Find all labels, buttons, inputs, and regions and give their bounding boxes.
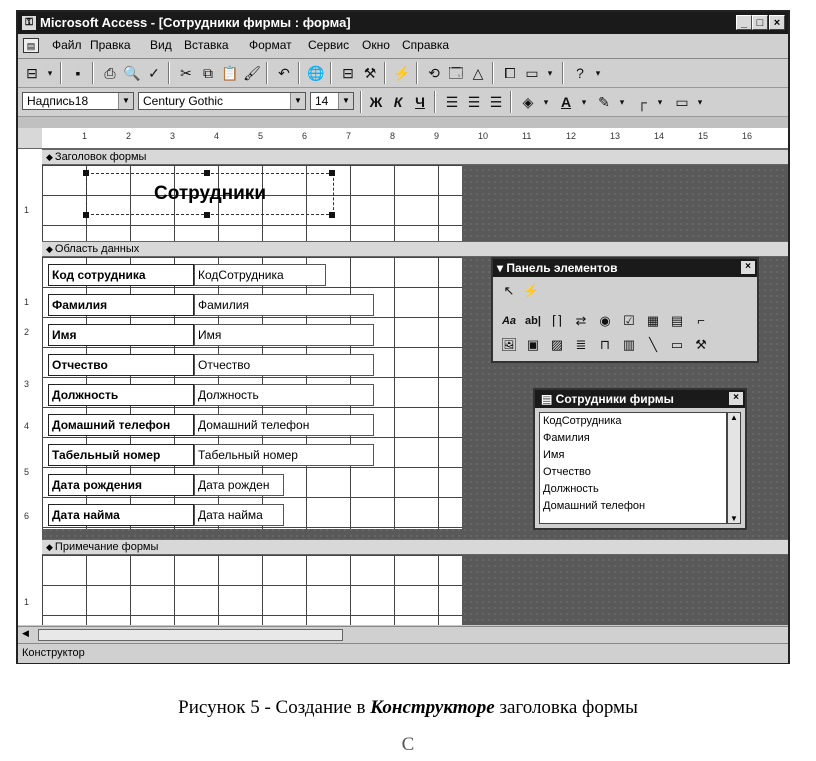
chevron-down-icon: ▼ [290, 93, 305, 109]
view-icon[interactable]: ⊟ [26, 65, 38, 81]
line-color-dropdown-icon[interactable]: ▾ [619, 97, 625, 107]
close-icon[interactable]: × [741, 261, 755, 274]
ruler-tick: 3 [170, 131, 176, 141]
line-width-icon[interactable]: ┌ [637, 94, 647, 110]
bold-button[interactable]: Ж [369, 94, 383, 110]
chevron-down-icon: ▼ [118, 93, 133, 109]
caption-emphasis: Конструкторе [370, 697, 495, 718]
build-icon[interactable]: △ [472, 65, 484, 81]
ruler-tick: 1 [24, 597, 30, 607]
font-selector-value: Century Gothic [143, 94, 224, 108]
rectangle-tool-icon[interactable]: ▭ [670, 337, 684, 352]
line-color-icon[interactable]: ✎ [598, 94, 610, 110]
form-selector[interactable] [18, 128, 43, 149]
resize-handle[interactable] [204, 212, 210, 218]
line-tool-icon[interactable]: ╲ [649, 337, 657, 352]
option-group-icon[interactable]: ⌈⌉ [551, 313, 563, 328]
select-objects-icon[interactable]: ↖ [503, 283, 515, 298]
field-list-titlebar[interactable] [535, 390, 745, 408]
align-right-icon[interactable]: ☰ [489, 94, 503, 110]
checkbox-tool-icon[interactable]: ☑ [623, 313, 635, 328]
menu-edit[interactable]: Правка [90, 38, 131, 52]
font-size-selector[interactable] [310, 92, 354, 110]
align-center-icon[interactable]: ☰ [467, 94, 481, 110]
properties-icon[interactable]: 🗔 [448, 65, 464, 81]
toolbox-title: Панель элементов [506, 261, 618, 275]
list-item[interactable]: КодСотрудника [543, 415, 622, 427]
field-label[interactable]: Домашний телефон [48, 414, 194, 436]
ruler-tick: 6 [24, 511, 30, 521]
toolbox-icon[interactable]: ⚒ [363, 65, 377, 81]
toolbox-panel [491, 257, 759, 363]
field-control[interactable]: Фамилия [194, 294, 374, 316]
ruler-tick: 12 [566, 131, 577, 141]
status-text: Конструктор [22, 647, 85, 659]
field-list-title: Сотрудники фирмы [555, 392, 674, 406]
ruler-tick: 14 [654, 131, 665, 141]
status-bar [18, 643, 788, 663]
combobox-tool-icon[interactable]: ▦ [646, 313, 660, 328]
help-icon[interactable]: ? [576, 65, 584, 81]
scroll-down-icon[interactable]: ▼ [730, 514, 738, 523]
resize-handle[interactable] [83, 170, 89, 176]
ruler-tick: 16 [742, 131, 753, 141]
new-object-dropdown-icon[interactable]: ▾ [547, 68, 553, 78]
fill-color-icon[interactable]: ◈ [522, 94, 534, 110]
list-item[interactable]: Фамилия [543, 432, 590, 444]
font-color-dropdown-icon[interactable]: ▾ [581, 97, 587, 107]
ruler-tick: 13 [610, 131, 621, 141]
field-label[interactable]: Дата рождения [48, 474, 194, 496]
horizontal-scrollbar[interactable] [18, 626, 788, 643]
ruler-tick: 1 [24, 297, 30, 307]
field-label[interactable]: Табельный номер [48, 444, 194, 466]
ruler-tick: 5 [258, 131, 264, 141]
field-label[interactable]: Дата найма [48, 504, 194, 526]
field-control[interactable]: Табельный номер [194, 444, 374, 466]
caption-suffix: заголовка формы [494, 697, 638, 718]
command-button-icon[interactable]: ⌐ [697, 313, 705, 328]
option-button-icon[interactable]: ◉ [599, 313, 611, 328]
fill-color-dropdown-icon[interactable]: ▾ [543, 97, 549, 107]
formatting-toolbar [18, 88, 788, 117]
field-control[interactable]: Домашний телефон [194, 414, 374, 436]
menu-window[interactable]: Окно [362, 38, 390, 52]
format-painter-icon[interactable]: 🖌 [243, 65, 261, 81]
bound-frame-icon[interactable]: ▨ [550, 337, 564, 352]
view-dropdown-icon[interactable]: ▾ [47, 68, 53, 78]
scroll-up-icon[interactable]: ▲ [730, 413, 738, 422]
ruler-tick: 10 [478, 131, 489, 141]
footer-grid[interactable] [42, 555, 462, 625]
list-item[interactable]: Должность [543, 483, 599, 495]
ruler-tick: 6 [302, 131, 308, 141]
ruler-tick: 1 [82, 131, 88, 141]
ruler-tick: 1 [24, 205, 30, 215]
object-selector[interactable] [22, 92, 134, 110]
close-icon[interactable]: × [729, 392, 743, 405]
next-line-fragment: С [401, 734, 415, 755]
section-arrow-icon: ◆ [46, 542, 53, 552]
italic-button[interactable]: К [393, 94, 403, 110]
access-key-icon: ⚿ [22, 16, 36, 30]
section-detail-label: Область данных [54, 243, 140, 255]
tab-control-icon[interactable]: ⊓ [599, 337, 611, 352]
ruler-tick: 3 [24, 379, 30, 389]
form-design-toolbar [18, 59, 788, 88]
menu-file[interactable]: Файл [52, 38, 82, 52]
field-list-panel [533, 388, 747, 530]
ruler-tick: 15 [698, 131, 709, 141]
field-control[interactable]: Дата рожден [194, 474, 284, 496]
section-footer-bar[interactable] [42, 539, 788, 555]
access-window [16, 10, 790, 664]
toolbar-gap [18, 117, 788, 128]
image-tool-icon[interactable]: 🖼 [500, 337, 518, 352]
list-item[interactable]: Домашний телефон [543, 500, 646, 512]
menu-help[interactable]: Справка [402, 38, 450, 52]
object-selector-value: Надпись18 [27, 94, 89, 108]
ruler-tick: 4 [24, 421, 30, 431]
align-left-icon[interactable]: ☰ [445, 94, 459, 110]
page-break-icon[interactable]: ≣ [575, 337, 587, 352]
section-header-label: Заголовок формы [54, 151, 147, 163]
form-doc-icon[interactable]: ▤ [23, 38, 39, 53]
field-list-scrollbar[interactable] [727, 412, 741, 524]
title-bar [18, 12, 788, 34]
section-arrow-icon: ◆ [46, 244, 53, 254]
font-selector[interactable] [138, 92, 306, 110]
special-effect-dropdown-icon[interactable]: ▾ [697, 97, 703, 107]
underline-button[interactable]: Ч [415, 94, 425, 110]
field-label[interactable]: Код сотрудника [48, 264, 194, 286]
database-window-icon[interactable]: ⧠ [504, 65, 516, 81]
section-detail-bar[interactable] [42, 241, 788, 257]
control-wizards-icon[interactable]: ⚡ [522, 283, 540, 298]
close-button[interactable]: × [769, 15, 785, 30]
ruler-tick: 8 [390, 131, 396, 141]
copy-icon[interactable]: ⧉ [203, 65, 213, 81]
toggle-button-icon[interactable]: ⇄ [575, 313, 587, 328]
field-control[interactable]: Отчество [194, 354, 374, 376]
undo-icon[interactable]: ↶ [278, 65, 290, 81]
menu-insert[interactable]: Вставка [184, 38, 229, 52]
section-footer-label: Примечание формы [54, 541, 159, 553]
chevron-down-icon: ▼ [338, 93, 353, 109]
menu-tools[interactable]: Сервис [308, 38, 350, 52]
resize-handle[interactable] [83, 212, 89, 218]
field-list-icon[interactable]: ⊟ [342, 65, 354, 81]
print-icon[interactable]: ⎙ [104, 65, 116, 81]
paste-icon[interactable]: 📋 [221, 65, 239, 81]
list-item[interactable]: Имя [543, 449, 565, 461]
ruler-tick: 9 [434, 131, 440, 141]
field-label[interactable]: Отчество [48, 354, 194, 376]
help-dropdown-icon[interactable]: ▾ [595, 68, 601, 78]
list-item[interactable]: Отчество [543, 466, 591, 478]
table-icon: ▤ [541, 392, 556, 406]
field-control[interactable]: КодСотрудника [194, 264, 326, 286]
new-object-icon[interactable]: ▭ [525, 65, 539, 81]
field-label[interactable]: Фамилия [48, 294, 194, 316]
toolbox-menu-icon: ▾ [497, 261, 507, 275]
minimize-button[interactable]: _ [736, 15, 752, 30]
ruler-tick: 5 [24, 467, 30, 477]
print-preview-icon[interactable]: 🔍 [123, 65, 141, 81]
restore-button[interactable]: □ [752, 15, 768, 30]
listbox-tool-icon[interactable]: ▤ [670, 313, 684, 328]
textbox-tool-icon[interactable]: ab| [525, 315, 541, 327]
font-size-value: 14 [315, 94, 329, 108]
spelling-icon[interactable]: ✓ [148, 65, 160, 81]
resize-handle[interactable] [329, 212, 335, 218]
scroll-left-icon[interactable]: ◀ [22, 628, 29, 638]
menu-format[interactable]: Формат [249, 38, 292, 52]
menu-view[interactable]: Вид [150, 38, 172, 52]
save-icon[interactable]: ▪ [75, 65, 81, 81]
line-width-dropdown-icon[interactable]: ▾ [657, 97, 663, 107]
caption-prefix: Рисунок 5 - Создание в [178, 697, 371, 718]
horizontal-ruler [42, 128, 788, 149]
ruler-tick: 11 [522, 131, 532, 141]
hyperlink-icon[interactable]: 🌐 [307, 65, 325, 81]
section-arrow-icon: ◆ [46, 152, 53, 162]
subform-icon[interactable]: ▥ [622, 337, 636, 352]
field-list [539, 412, 727, 524]
resize-handle[interactable] [329, 170, 335, 176]
vertical-ruler [18, 149, 43, 625]
field-label[interactable]: Имя [48, 324, 194, 346]
ruler-tick: 2 [126, 131, 132, 141]
field-control[interactable]: Должность [194, 384, 374, 406]
resize-handle[interactable] [204, 170, 210, 176]
window-title: Microsoft Access - [Сотрудники фирмы : форма] [40, 15, 351, 30]
field-label[interactable]: Должность [48, 384, 194, 406]
form-title-label[interactable]: Сотрудники [86, 173, 334, 215]
scroll-thumb[interactable] [38, 629, 343, 641]
figure-caption [0, 697, 816, 719]
ruler-tick: 7 [346, 131, 352, 141]
toolbox-titlebar[interactable] [493, 259, 757, 277]
ruler-tick: 4 [214, 131, 220, 141]
font-color-icon[interactable]: A [560, 94, 572, 110]
unbound-frame-icon[interactable]: ▣ [526, 337, 540, 352]
more-controls-icon[interactable]: ⚒ [695, 337, 707, 352]
special-effect-icon[interactable]: ▭ [675, 94, 689, 110]
cut-icon[interactable]: ✂ [180, 65, 192, 81]
field-control[interactable]: Дата найма [194, 504, 284, 526]
menu-bar [18, 34, 788, 59]
label-tool-icon[interactable]: Aa [501, 315, 517, 327]
section-header-bar[interactable] [42, 149, 788, 165]
code-icon[interactable]: ⟲ [428, 65, 440, 81]
field-control[interactable]: Имя [194, 324, 374, 346]
ruler-tick: 2 [24, 327, 30, 337]
autoformat-icon[interactable]: ⚡ [393, 65, 411, 81]
